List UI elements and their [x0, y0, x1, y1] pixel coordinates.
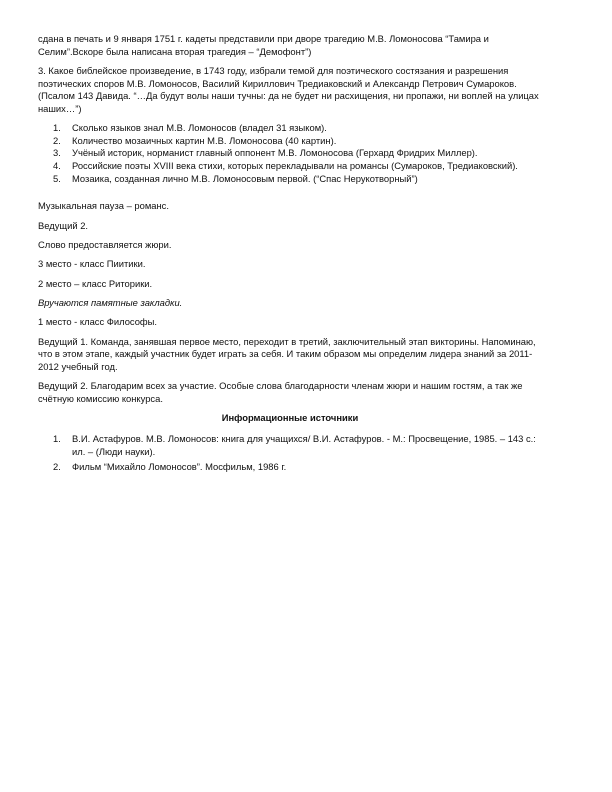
list-item [38, 461, 542, 474]
place1-text: 1 место - класс Философы. [38, 316, 157, 328]
question-3-paragraph: 3. Какое библейское произведение, в 1743 году, избрали темой для поэтического состязания и разрешения поэтических споров М.В. Ломоносов, Василий Кириллович Тредиаковский и Александр Петрович Сумароков. (Псалом 143 Давида. “…Да будут волы наши тучны: да не будет ни расхищения, ни пропажи, ни воплей на улицах наших…”) [38, 64, 539, 114]
place3-text: 3 место - класс Пиитики. [38, 258, 146, 270]
jury-text: Слово предоставляется жюри. [38, 238, 172, 250]
list-item [38, 160, 542, 173]
paragraph-tragedy: сдана в печать и 9 января 1751 г. кадеты представили при дворе трагедию М.В. Ломоносова “Тамира и Селим”.Вскоре была написана вторая трагедия – “Демофонт”) [38, 33, 489, 57]
place2-text: 2 место – класс Риторики. [38, 277, 153, 289]
list-item [38, 135, 542, 148]
list-number: 2. [53, 461, 61, 473]
list-text: Учёный историк, норманист главный оппонент М.В. Ломоносова (Герхард Фридрих Миллер). [72, 147, 478, 159]
list-number: 1. [53, 122, 61, 134]
list-number: 3. [53, 147, 61, 159]
list-item [38, 122, 542, 135]
list-text: Количество мозаичных картин М.В. Ломоносова (40 картин). [72, 134, 337, 146]
list-number: 2. [53, 134, 61, 146]
host2-label: Ведущий 2. [38, 219, 89, 231]
list-text: Мозаика, созданная лично М.В. Ломоносовым первой. (“Спас Нерукотворный”) [72, 172, 418, 184]
list-number: 5. [53, 172, 61, 184]
host2-speech: Ведущий 2. Благодарим всех за участие. Особые слова благодарности членам жюри и нашим гостям, а так же счётную комиссию конкурса. [38, 380, 523, 405]
questions-list [38, 122, 542, 185]
list-text: В.И. Астафуров. М.В. Ломоносов: книга для учащихся/ В.И. Астафуров. - М.: Просвещение, 1985. – 143 с.: ил. – (Люди науки). [72, 433, 536, 457]
list-number: 4. [53, 159, 61, 171]
sources-list [38, 433, 542, 474]
list-item [38, 173, 542, 186]
music-pause-text: Музыкальная пауза – романс. [38, 200, 169, 212]
list-item [38, 433, 542, 458]
sources-heading: Информационные источники [221, 412, 359, 424]
host1-speech: Ведущий 1. Команда, занявшая первое место, переходит в третий, заключительный этап викторины. Напоминаю, что в этом этапе, каждый участник будет играть за себя. И таким образом мы определим лидера знаний за 2011-2012 учебный год. [38, 335, 536, 373]
list-text: Фильм “Михайло Ломоносов”. Мосфильм, 1986 г. [72, 461, 287, 473]
list-text: Российские поэты XVIII века стихи, которых перекладывали на романсы (Сумароков, Тредиаковский). [72, 159, 518, 171]
list-number: 1. [53, 433, 61, 445]
list-text: Сколько языков знал М.В. Ломоносов (владел 31 языком). [72, 122, 327, 134]
list-item [38, 147, 542, 160]
bookmarks-text: Вручаются памятные закладки. [38, 297, 183, 309]
